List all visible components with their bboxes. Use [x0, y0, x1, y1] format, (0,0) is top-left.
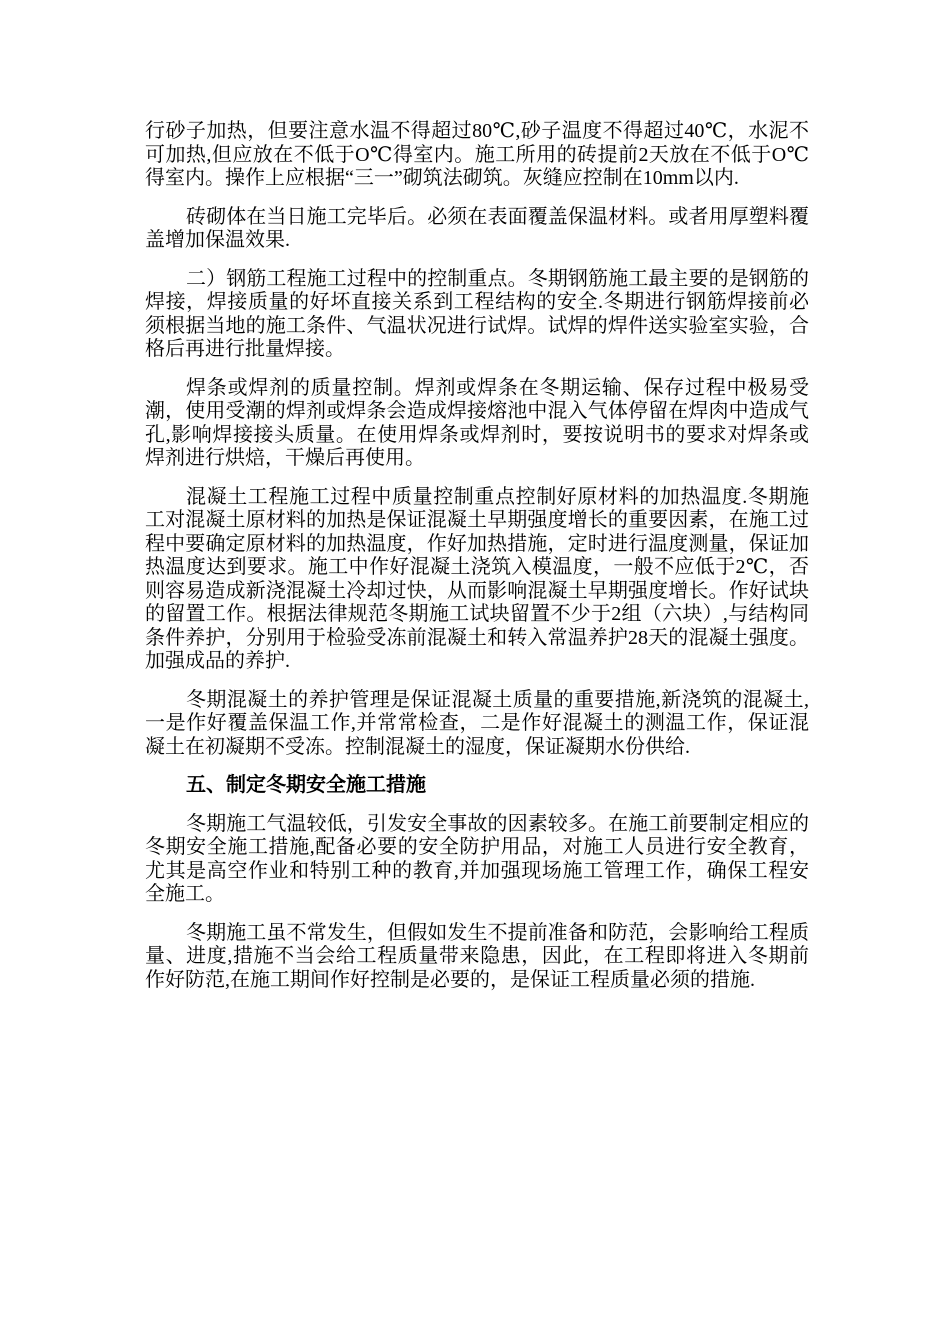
paragraph-masonry-insulation: 砖砌体在当日施工完毕后。必须在表面覆盖保温材料。或者用厚塑料覆盖增加保温效果. — [145, 205, 809, 251]
paragraph-concrete-heating: 混凝土工程施工过程中质量控制重点控制好原材料的加热温度.冬期施工对混凝土原材料的加热是保证混凝土早期强度增长的重要因素，在施工过程中要确定原材料的加热温度，作好加热措施，定时进行温度测量，保证加热温度达到要求。施工中作好混凝土浇筑入模温度，一般不应低于2℃，否则容易造成新浇混凝土冷却过快，从而影响混凝土早期强度增长。作好试块的留置工作。根据法律规范冬期施工试块留置不少于2组（六块）,与结构同条件养护，分别用于检验受冻前混凝土和转入常温养护28天的混凝土强度。加强成品的养护. — [145, 485, 809, 672]
paragraph-masonry-heating: 行砂子加热，但要注意水温不得超过80℃,砂子温度不得超过40℃，水泥不可加热,但应放在不低于O℃得室内。施工所用的砖提前2天放在不低于O℃得室内。操作上应根据“三一”砌筑法砌筑。灰缝应控制在10mm以内. — [145, 120, 809, 189]
paragraph-prevention: 冬期施工虽不常发生，但假如发生不提前准备和防范，会影响给工程质量、进度,措施不当会给工程质量带来隐患，因此，在工程即将进入冬期前作好防范,在施工期间作好控制是必要的，是保证工程质量必须的措施. — [145, 921, 809, 991]
paragraph-concrete-curing: 冬期混凝土的养护管理是保证混凝土质量的重要措施,新浇筑的混凝土,一是作好覆盖保温工作,并常常检查，二是作好混凝土的测温工作，保证混凝土在初凝期不受冻。控制混凝土的湿度，保证凝期水份供给. — [145, 688, 809, 758]
paragraph-rebar-welding: 二）钢筋工程施工过程中的控制重点。冬期钢筋施工最主要的是钢筋的焊接，焊接质量的好坏直接关系到工程结构的安全.冬期进行钢筋焊接前必须根据当地的施工条件、气温状况进行试焊。试焊的焊件送实验室实验，合格后再进行批量焊接。 — [145, 267, 809, 360]
paragraph-welding-materials: 焊条或焊剂的质量控制。焊剂或焊条在冬期运输、保存过程中极易受潮，使用受潮的焊剂或焊条会造成焊接熔池中混入气体停留在焊肉中造成气孔,影响焊接接头质量。在使用焊条或焊剂时，要按说明书的要求对焊条或焊剂进行烘焙，干燥后再使用。 — [145, 376, 809, 469]
document-body — [145, 120, 809, 1007]
paragraph-safety-measures: 冬期施工气温较低，引发安全事故的因素较多。在施工前要制定相应的冬期安全施工措施,配备必要的安全防护用品，对施工人员进行安全教育，尤其是高空作业和特别工种的教育,并加强现场施工管理工作，确保工程安全施工。 — [145, 812, 809, 905]
section-heading: 五、制定冬期安全施工措施 — [186, 774, 426, 796]
